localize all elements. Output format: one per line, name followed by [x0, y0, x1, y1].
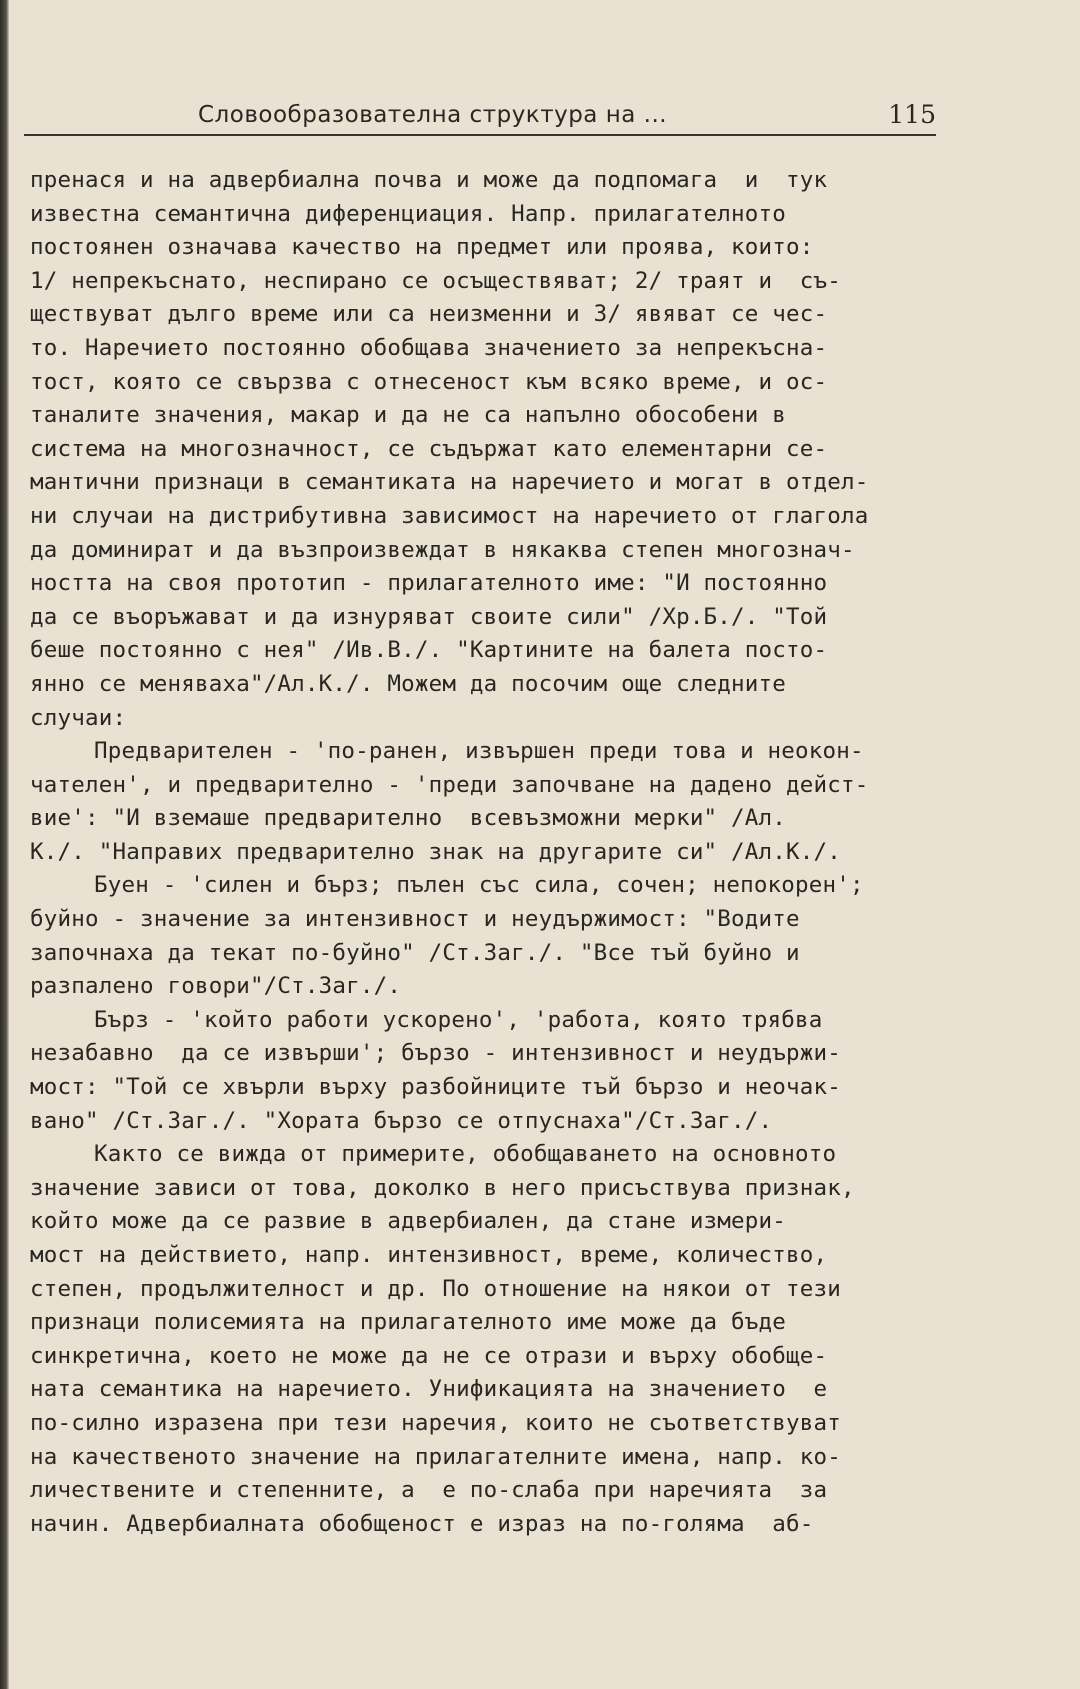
text-line: мантични признаци в семантиката на наречието и могат в отдел- [30, 469, 869, 496]
text-line-indented: Буен - 'силен и бърз; пълен със сила, сочен; непокорен'; [94, 872, 864, 899]
text-line: постоянен означава качество на предмет или проява, които: [30, 234, 814, 261]
text-line: ността на своя прототип - прилагателното име: "И постоянно [30, 570, 828, 597]
text-line: ната семантика на наречието. Унификацията на значението е [30, 1376, 828, 1403]
text-line: пренася и на адвербиална почва и може да подпомага и тук [30, 167, 828, 193]
text-line: случаи: [30, 704, 127, 731]
text-line: степен, продължителност и др. По отношение на някои от тези [30, 1275, 842, 1302]
text-line: по-силно изразена при тези наречия, които не съответствуват [30, 1409, 842, 1436]
text-line: система на многозначност, се съдържат като елементарни се- [30, 435, 828, 462]
text-line: личествените и степенните, а е по-слаба при наречията за [30, 1477, 828, 1504]
text-line: да се въоръжават и да изнуряват своите сили" /Хр.Б./. "Той [30, 603, 828, 630]
text-line: ществуват дълго време или са неизменни и 3/ явяват се чес- [30, 301, 828, 328]
text-line: започнаха да текат по-буйно" /Ст.Заг./. "Все тъй буйно и [30, 939, 800, 966]
page-number: 115 [888, 100, 936, 129]
text-line: мост на действието, напр. интензивност, време, количество, [30, 1242, 828, 1268]
header-title: Словообразователна структура на ... [198, 102, 668, 128]
text-line: К./. "Направих предварително знак на другарите си" /Ал.К./. [30, 838, 842, 865]
text-line: разпалено говори"/Ст.Заг./. [30, 973, 402, 1000]
text-line-indented: Бърз - 'който работи ускорено', 'работа, която трябва [94, 1006, 823, 1033]
text-line: 1/ непрекъснато, неспирано се осъществяват; 2/ траят и съ- [30, 267, 842, 294]
text-line: тост, която се свързва с отнесеност към всяко време, и ос- [30, 368, 828, 395]
text-line: на качественото значение на прилагателните имена, напр. ко- [30, 1443, 842, 1470]
text-line: синкретична, което не може да не се отрази и върху обобще- [30, 1342, 828, 1369]
text-line: да доминират и да възпроизвеждат в някаква степен многознач- [30, 536, 855, 563]
text-line: чателен', и предварително - 'преди започване на дадено дейст- [30, 771, 869, 798]
text-line: значение зависи от това, доколко в него присъствува признак, [30, 1174, 855, 1201]
text-line: незабавно да се извърши'; бързо - интензивност и неудържи- [30, 1040, 842, 1067]
text-line: признаци полисемията на прилагателното име може да бъде [30, 1309, 787, 1336]
running-header [24, 96, 936, 136]
text-line: таналите значения, макар и да не са напълно обособени в [30, 402, 787, 429]
text-line: вие': "И вземаше предварително всевъзможни мерки" /Ал. [30, 805, 787, 832]
text-line: то. Наречието постоянно обобщава значението за непрекъсна- [30, 334, 828, 361]
text-line: ни случаи на дистрибутивна зависимост на наречието от глагола [30, 502, 869, 529]
text-line-indented: Както се вижда от примерите, обобщаването на основното [94, 1141, 837, 1168]
body-text [30, 164, 960, 1541]
text-line: буйно - значение за интензивност и неудържимост: "Водите [30, 906, 800, 933]
text-line: начин. Адвербиалната обобщеност е израз на по-голяма аб- [30, 1510, 814, 1537]
text-line: вано" /Ст.Заг./. "Хората бързо се отпуснаха"/Ст.Заг./. [30, 1107, 773, 1134]
text-line: който може да се развие в адвербиален, да стане измери- [30, 1208, 787, 1235]
text-line: беше постоянно с нея" /Ив.В./. "Картините на балета посто- [30, 637, 828, 664]
text-line: мост: "Той се хвърли върху разбойниците тъй бързо и неочак- [30, 1074, 842, 1101]
text-line-indented: Предварителен - 'по-ранен, извършен преди това и неокон- [94, 738, 864, 765]
text-line: известна семантична диференциация. Напр. прилагателното [30, 200, 787, 227]
text-line: янно се меняваха"/Ал.К./. Можем да посочим още следните [30, 670, 787, 697]
